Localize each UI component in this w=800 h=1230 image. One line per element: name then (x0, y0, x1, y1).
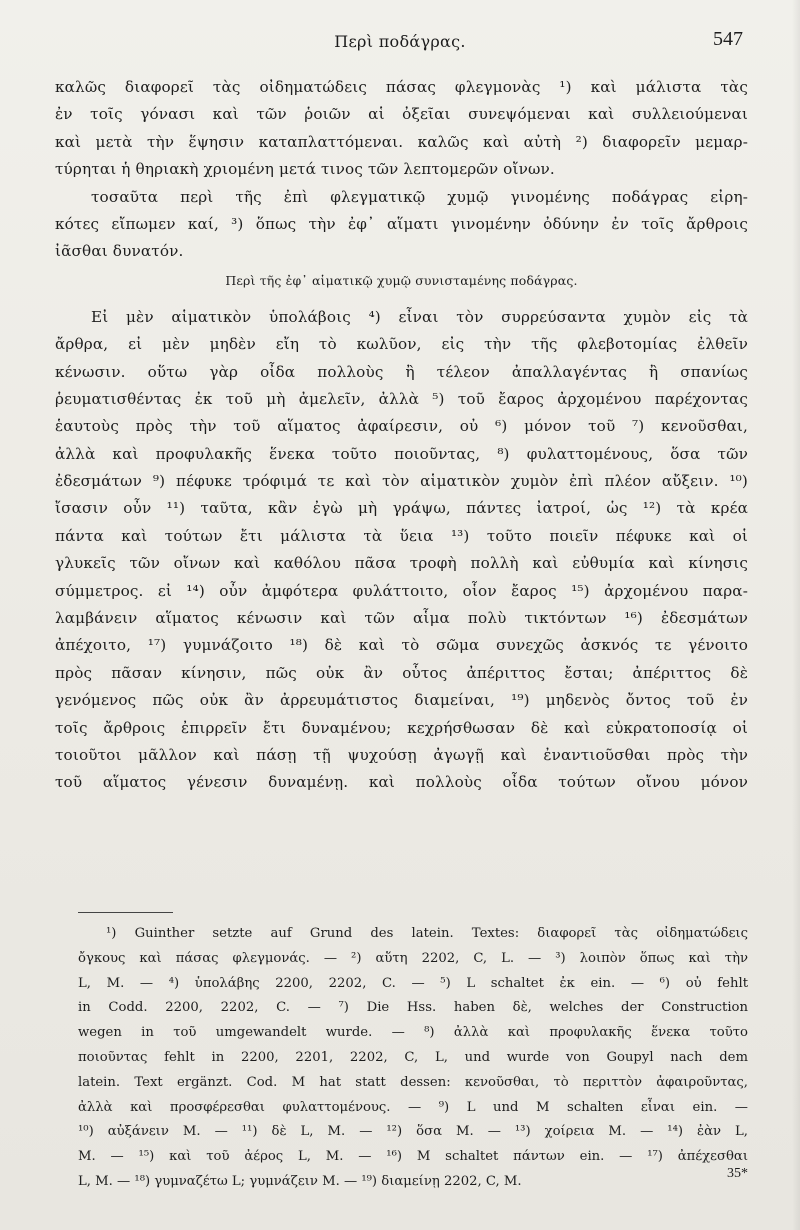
footnote-line: ¹⁰) αὐξάνειν M. — ¹¹) δὲ L, M. — ¹²) ὅσα M. — ¹³) χοίρεια M. — ¹⁴) ἐὰν L, (78, 1124, 748, 1140)
text-line: τοσαῦτα περὶ τῆς ἐπὶ φλεγματικῷ χυμῷ γινομένης ποδάγρας εἰρη- (91, 187, 748, 206)
text-line: γενόμενος πῶς οὐκ ἂν ἀρρευμάτιστος διαμείναι, ¹⁹) μηδενὸς ὄντος τοῦ ἐν (55, 691, 748, 710)
text-line: ἐν τοῖς γόνασι καὶ τῶν ῥοιῶν αἱ ὀξεῖαι συνεψόμεναι καὶ συλλειούμεναι (55, 105, 748, 124)
heading-spacer (55, 296, 748, 304)
text-line: καλῶς διαφορεῖ τὰς οἰδηματώδεις πάσας φλεγμονὰς ¹) καὶ μάλιστα τὰς (55, 78, 748, 96)
signature-mark: 35* (727, 1166, 748, 1181)
main-text (55, 74, 748, 797)
text-line: ἐδεσμάτων ⁹) πέφυκε τρόφιμά τε καὶ τὸν αἱματικὸν χυμὸν ἐπὶ πλέον αὔξειν. ¹⁰) (55, 472, 748, 491)
footnote-line: L, M. — ¹⁸) γυμναζέτω L; γυμνάζειν M. — ¹⁹) διαμείνῃ 2202, C, M. (78, 1173, 522, 1189)
page-number: 547 (713, 28, 743, 50)
text-line: κένωσιν. οὕτω γὰρ οἶδα πολλοὺς ἢ τέλεον ἀπαλλαγέντας ἢ σπανίως (55, 362, 748, 381)
text-line: Εἰ μὲν αἱματικὸν ὑπολάβοις ⁴) εἶναι τὸν συρρεύσαντα χυμὸν εἰς τὰ (91, 307, 748, 326)
footnote-line: wegen in τοῦ umgewandelt wurde. — ⁸) ἀλλὰ καὶ προφυλακῆς ἕνεκα τοῦτο (78, 1025, 748, 1041)
text-line: ἴσασιν οὖν ¹¹) ταῦτα, κἂν ἐγὼ μὴ γράψω, πάντες ἰατροί, ὡς ¹²) τὰ κρέα (55, 499, 748, 518)
section-heading: Περὶ τῆς ἐφ᾽ αἱματικῷ χυμῷ συνισταμένης ποδάγρας. (225, 272, 578, 288)
text-line: ἀπέχοιτο, ¹⁷) γυμνάζοιτο ¹⁸) δὲ καὶ τὸ σῶμα συνεχῶς ἀσκνός τε γένοιτο (55, 636, 748, 655)
text-line: κότες εἴπωμεν καί, ³) ὅπως τὴν ἐφ᾽ αἵματι γινομένην ὀδύνην ἐν τοῖς ἄρθροις (55, 214, 748, 233)
text-line: λαμβάνειν αἵματος κένωσιν καὶ τῶν αἷμα πολὺ τικτόντων ¹⁶) ἐδεσμάτων (55, 609, 748, 628)
footnote-line: ¹) Guinther setzte auf Grund des latein. Textes: διαφορεῖ τὰς οἰδηματώδεις (106, 926, 748, 941)
text-line: ἰᾶσθαι δυνατόν. (55, 242, 184, 261)
page-edge-shadow (792, 0, 800, 1230)
text-line: ἄρθρα, εἰ μὲν μηδὲν εἴη τὸ κωλῦον, εἰς τὴν τῆς φλεβοτομίας ἐλθεῖν (55, 335, 748, 354)
text-line: πάντα καὶ τούτων ἔτι μάλιστα τὰ ὕεια ¹³) τοῦτο ποιεῖν πέφυκε καὶ οἱ (55, 526, 748, 545)
text-line: τοῖς ἄρθροις ἐπιρρεῖν ἔτι δυναμένου; κεχρήσθωσαν δὲ καὶ εὐκρατοποσίᾳ οἱ (55, 718, 748, 737)
footnote-divider (78, 912, 173, 913)
text-line: ἑαυτοὺς πρὸς τὴν τοῦ αἵματος ἀφαίρεσιν, οὐ ⁶) μόνον τοῦ ⁷) κενοῦσθαι, (55, 417, 748, 436)
text-line: ῥευματισθέντας ἐκ τοῦ μὴ ἀμελεῖν, ἀλλὰ ⁵) τοῦ ἔαρος ἀρχομένου παρέχοντας (55, 389, 748, 408)
running-title: Περὶ ποδάγρας. (334, 32, 466, 51)
footnote-line: L, M. — ⁴) ὑπολάβης 2200, 2202, C. — ⁵) L schaltet ἐκ ein. — ⁶) οὐ fehlt (78, 975, 748, 991)
footnotes (78, 922, 748, 1195)
footnote-line: ποιοῦντας fehlt in 2200, 2201, 2202, C, L, und wurde von Goupyl nach dem (78, 1049, 748, 1065)
text-line: τοιοῦτοι μᾶλλον καὶ πάσῃ τῇ ψυχούσῃ ἀγωγῇ καὶ ἐναντιοῦσθαι πρὸς τὴν (55, 745, 748, 764)
footnote-line: in Codd. 2200, 2202, C. — ⁷) Die Hss. haben δὲ, welches der Construction (78, 1000, 748, 1016)
footnote-line: ἀλλὰ καὶ προσφέρεσθαι φυλαττομένους. — ⁹) L und M schalten εἶναι ein. — (78, 1099, 748, 1115)
footnote-line: ὄγκους καὶ πάσας φλεγμονάς. — ²) αὕτη 2202, C, L. — ³) λοιπὸν ὅπως καὶ τὴν (78, 950, 748, 966)
text-line: πρὸς πᾶσαν κίνησιν, πῶς οὐκ ἂν οὗτος ἀπέριττος ἔσται; ἀπέριττος δὲ (55, 663, 748, 682)
text-line: ἀλλὰ καὶ προφυλακῆς ἕνεκα τοῦτο ποιοῦντας, ⁸) φυλαττομένους, ὅσα τῶν (55, 444, 748, 463)
text-line: τοῦ αἵματος γένεσιν δυναμένῃ. καὶ πολλοὺς οἶδα τούτων οἴνου μόνον (55, 773, 748, 792)
text-line: σύμμετρος. εἰ ¹⁴) οὖν ἀμφότερα φυλάττοιτο, οἷον ἔαρος ¹⁵) ἀρχομένου παρα- (55, 581, 748, 600)
running-head (55, 28, 745, 56)
text-line: τύρηται ἡ θηριακὴ χριομένη μετά τινος τῶν λεπτομερῶν οἴνων. (55, 160, 555, 179)
footnote-line: M. — ¹⁵) καὶ τοῦ ἀέρος L, M. — ¹⁶) M schaltet πάντων ein. — ¹⁷) ἀπέχεσθαι (78, 1149, 748, 1165)
footnote-line: latein. Text ergänzt. Cod. M hat statt dessen: κενοῦσθαι, τὸ περιττὸν ἀφαιροῦντας, (78, 1074, 748, 1090)
text-line: γλυκεῖς τῶν οἴνων καὶ καθόλου πᾶσα τροφὴ πολλὴ καὶ εὐθυμία καὶ κίνησις (55, 554, 748, 573)
text-line: καὶ μετὰ τὴν ἕψησιν καταπλαττόμεναι. καλῶς καὶ αὐτὴ ²) διαφορεῖν μεμαρ- (55, 132, 748, 151)
